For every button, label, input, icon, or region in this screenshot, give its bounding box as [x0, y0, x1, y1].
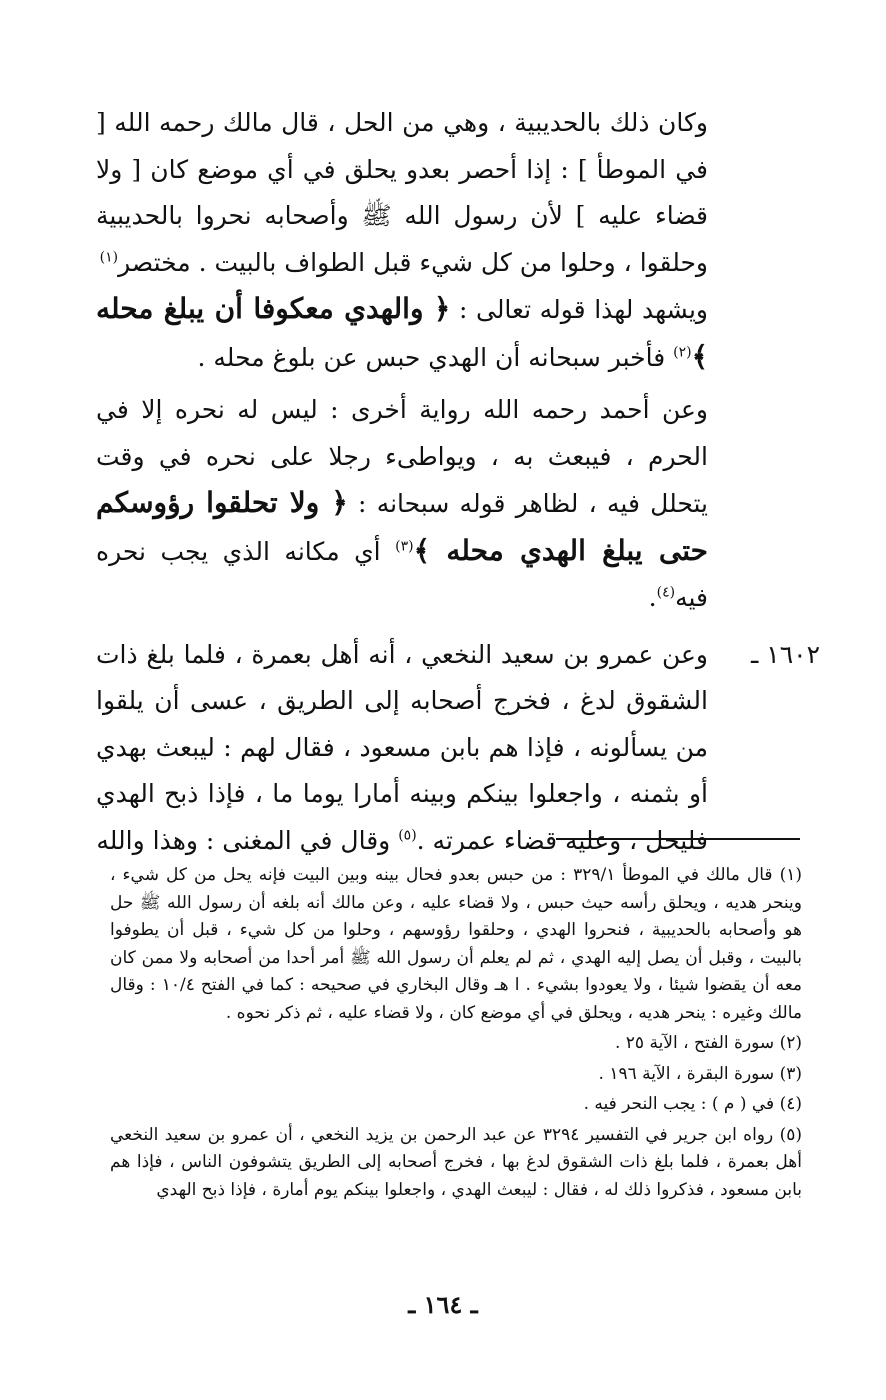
page-number: ـ ١٦٤ ـ: [408, 1290, 478, 1319]
paragraph-3-lead: وعن أحمد رحمه الله رواية أخرى : ليس له نحره إلا في الحرم ، فيبعث به ، ويواطىء رجلا على نحره في وقت يتحلل فيه ، لظاهر قوله سبحانه :: [96, 395, 709, 518]
paragraph-2-lead: ويشهد لهذا قوله تعالى :: [458, 295, 708, 324]
hadith-text: وعن عمرو بن سعيد النخعي ، أنه أهل بعمرة ، فلما بلغ ذات الشقوق لدغ ، فخرج أصحابه إلى الطريق ، عسى أن يلقوا من يسألونه ، فإذا هم بابن مسعود ، فقال لهم : ليبعث بهدي أو بثمنه ، واجعلوا بينكم وبينه أمارا يوما ما ، فإذا ذبح الهدي فليحل ، وعليه قضاء عمرته .: [96, 639, 708, 855]
footnote-4: (٤) في ( م ) : يجب النحر فيه .: [583, 1094, 802, 1114]
paragraph-1-text: وكان ذلك بالحديبية ، وهي من الحل ، قال مالك رحمه الله [ في الموطأ ] : إذا أحصر بعدو يحلق في أي موضع كان [ ولا قضاء عليه ] لأن رسول الله ﷺ وأصحابه نحروا بالحديبية وحلقوا ، وحلوا من كل شيء قبل الطواف بالبيت . مختصر: [96, 108, 708, 277]
hadith-number: ١٦٠٢ ـ: [751, 639, 820, 669]
paragraph-1: [96, 100, 708, 286]
footnote-5: (٥) رواه ابن جرير في التفسير ٣٢٩٤ عن عبد الرحمن بن يزيد النخعي ، أن عمرو بن سعيد النخعي أهل بعمرة ، فلما بلغ ذات الشقوق لدغ بها ، فخرج أصحابه إلى الطريق يتشوفون الناس ، فإذا هم بابن مسعود ، فذكروا ذلك له ، فقال : ليبعث الهدي ، واجعلوا بينكم يوم أمارة ، فإذا ذبح الهدي: [110, 1124, 802, 1200]
footnote-ref-1: (١): [99, 249, 119, 266]
footnote-1: (١) قال مالك في الموطأ ٣٢٩/١ : من حبس بعدو فحال بينه وبين البيت فإنه يحل من كل شيء ، وينحر هديه ، ويحلق رأسه حيث حبس ، ولا قضاء عليه ، وعن مالك أنه بلغه أن رسول الله ﷺ حل هو وأصحابه بالحديبية ، فنحروا الهدي ، وحلقوا رؤوسهم ، وحلوا من كل شيء ، قبل أن يطوفوا بالبيت ، وقبل أن يصل إليه الهدي ، ثم لم يعلم أن رسول الله ﷺ أمر أحدا من أصحابه ولا ممن كان معه أن يقضوا شيئا ، ولا يعودوا بشيء . ا هـ وقال البخاري في صحيحه : كما في الفتح ١٠/٤ : وقال مالك وغيره : ينحر هديه ، ويحلق في أي موضع كان ، ولا قضاء عليه ، ثم ذكر نحوه .: [110, 865, 802, 1023]
footnote-ref-4: (٤): [656, 584, 676, 601]
footnote-divider: [556, 838, 800, 840]
footnotes: [110, 862, 802, 1207]
footnote-2: (٢) سورة الفتح ، الآية ٢٥ .: [614, 1033, 802, 1053]
hadith-1602: [96, 632, 820, 865]
footnote-ref-3: (٣): [395, 538, 414, 555]
footnote-ref-5: (٥): [398, 827, 417, 844]
main-text: [96, 100, 820, 864]
hadith-tail: وقال في المغنى : وهذا والله: [96, 825, 391, 855]
paragraph-2-tail: فأخبر سبحانه أن الهدي حبس عن بلوغ محله .: [197, 342, 666, 372]
footnote-3: (٣) سورة البقرة ، الآية ١٩٦ .: [598, 1063, 802, 1084]
paragraph-2: [96, 286, 708, 381]
quran-quote-2: ﴿ ولا تحلقوا رؤوسكم حتى يبلغ الهدي محله ﴾: [96, 486, 708, 567]
footnote-ref-2: (٢): [673, 344, 692, 361]
paragraph-3-end: .: [648, 583, 657, 612]
paragraph-3: [96, 387, 708, 622]
quran-quote-1: ﴿ والهدي معكوفا أن يبلغ محله ﴾: [96, 292, 708, 373]
paragraph-3-tail: أي مكانه الذي يجب نحره فيه: [96, 536, 708, 612]
